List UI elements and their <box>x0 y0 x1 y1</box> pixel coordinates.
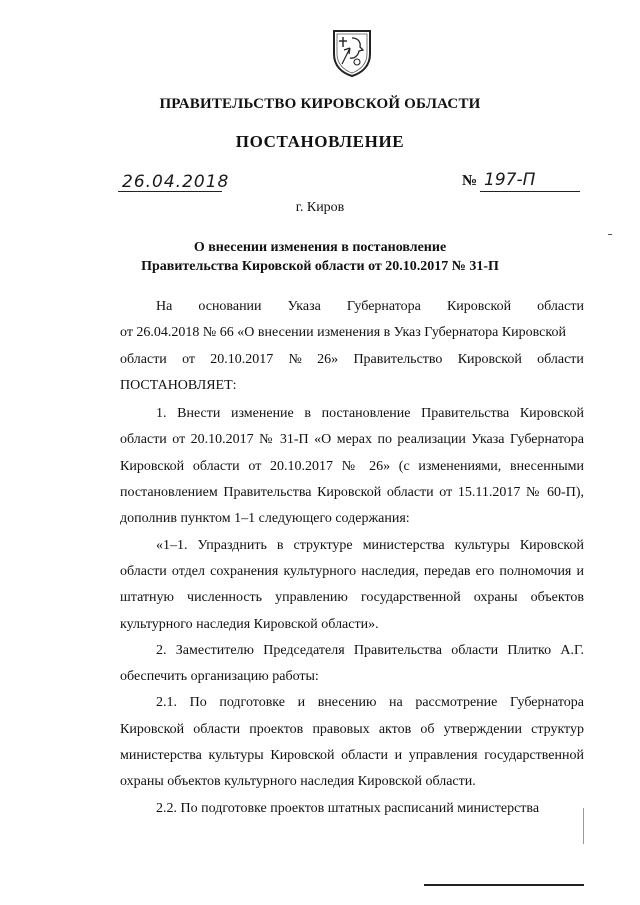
paragraph-2: 1. Внести изменение в постановление Правительства Кировской области от 20.10.2017 № 31-П «О мерах по реализации Указа Губернатора Кировской области от 20.10.2017 № 26» (с изменениями, внесенными постановлением Правительства Кировской области от 15.11.2017 № 60-П), дополнив пунктом 1–1 следующего содержания: <box>120 406 584 527</box>
paragraph-5: 2.1. По подготовке и внесению на рассмотрение Губернатора Кировской области проектов правовых актов об утверждении структур министерства культуры Кировской области и управления государственной охраны объектов культурного наследия Кировской области. <box>120 695 584 790</box>
paragraph-1-line-2: от 26.04.2018 № 66 «О внесении изменения в Указ Губернатора Кировской <box>120 325 566 341</box>
document-body <box>120 294 584 822</box>
paragraph-1-line-4: ПОСТАНОВЛЯЕТ: <box>120 377 237 393</box>
kirov-coat-of-arms-icon <box>330 28 374 78</box>
paragraph-1-line-3: области от 20.10.2017 № 26» Правительство Кировской области <box>120 351 584 367</box>
document-number: 197-П <box>484 170 536 190</box>
paragraph-3: «1–1. Упразднить в структуре министерства культуры Кировской области отдел сохранения культурного наследия, передав его полномочия и штатную численность управлению государственной охраны объектов культурного наследия Кировской области». <box>120 537 584 632</box>
number-underline <box>480 191 580 192</box>
document-type: ПОСТАНОВЛЕНИЕ <box>235 132 405 151</box>
org-title: ПРАВИТЕЛЬСТВО КИРОВСКОЙ ОБЛАСТИ <box>159 96 481 112</box>
city-label: г. Киров <box>295 200 345 215</box>
subject-line: Правительства Кировской области от 20.10.2017 № 31-П <box>141 259 499 274</box>
number-label: № <box>462 173 478 189</box>
document-subject <box>0 238 640 276</box>
margin-mark <box>608 234 612 235</box>
page-edge-mark <box>583 808 584 844</box>
subject-line: О внесении изменения в постановление <box>193 240 447 255</box>
paragraph-4: 2. Заместителю Председателя Правительства области Плитко А.Г. обеспечить организацию работы: <box>120 642 584 685</box>
footer-line <box>424 884 584 886</box>
date-underline <box>118 191 222 192</box>
paragraph-6: 2.2. По подготовке проектов штатных расписаний министерства <box>156 800 540 816</box>
document-date: 26.04.2018 <box>122 172 230 192</box>
paragraph-1-line-1: На основании Указа Губернатора Кировской области <box>156 299 584 314</box>
